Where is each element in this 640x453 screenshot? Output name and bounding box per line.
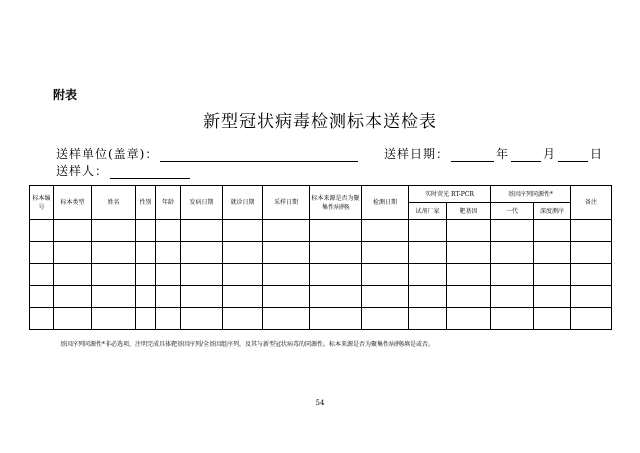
table-cell[interactable] [136, 286, 156, 308]
table-cell[interactable] [571, 242, 612, 264]
page-number: 54 [315, 399, 325, 407]
table-cell[interactable] [136, 220, 156, 242]
table-cell[interactable] [54, 242, 92, 264]
table-cell[interactable] [30, 308, 54, 330]
header-first-generation: 一代 [491, 203, 534, 220]
sending-date-field [384, 145, 603, 162]
sending-unit-input[interactable] [160, 149, 358, 162]
footnote: 基因序列同源性*非必选项，注明完成具体靶基因序列/全基因组序列，及其与新型冠状病毒的同源性。标本来源是否为聚集性病例§填是或否。 [60, 341, 435, 348]
header-test-date: 检测日期 [362, 186, 409, 220]
sending-date-label: 送样日期： [384, 147, 450, 161]
year-label: 年 [496, 147, 510, 161]
table-cell[interactable] [409, 286, 447, 308]
table-cell[interactable] [263, 220, 310, 242]
table-cell[interactable] [491, 220, 534, 242]
table-cell[interactable] [54, 286, 92, 308]
table-row [30, 286, 612, 308]
table-cell[interactable] [534, 242, 571, 264]
table-cell[interactable] [447, 242, 491, 264]
table-cell[interactable] [181, 242, 223, 264]
table-cell[interactable] [409, 242, 447, 264]
table-cell[interactable] [223, 308, 263, 330]
table-cell[interactable] [30, 264, 54, 286]
table-cell[interactable] [156, 264, 181, 286]
table-cell[interactable] [54, 220, 92, 242]
table-cell[interactable] [92, 242, 136, 264]
header-name: 姓名 [92, 186, 136, 220]
table-cell[interactable] [310, 264, 362, 286]
table-cell[interactable] [263, 264, 310, 286]
sender-label: 送样人： [56, 164, 109, 178]
header-visit-date: 就诊日期 [223, 186, 263, 220]
table-cell[interactable] [136, 264, 156, 286]
table-cell[interactable] [263, 286, 310, 308]
table-row [30, 264, 612, 286]
table-cell[interactable] [263, 242, 310, 264]
header-gender: 性别 [136, 186, 156, 220]
table-cell[interactable] [447, 308, 491, 330]
header-sample-type: 标本类型 [54, 186, 92, 220]
table-cell[interactable] [156, 308, 181, 330]
header-deep-sequencing: 深度测序 [534, 203, 571, 220]
table-cell[interactable] [362, 220, 409, 242]
table-cell[interactable] [362, 286, 409, 308]
header-remarks: 备注 [571, 186, 612, 220]
form-title: 新型冠状病毒检测标本送检表 [203, 112, 437, 132]
table-cell[interactable] [491, 242, 534, 264]
table-cell[interactable] [181, 220, 223, 242]
sending-unit-label: 送样单位(盖章)： [56, 147, 159, 161]
day-label: 日 [590, 147, 604, 161]
table-cell[interactable] [156, 242, 181, 264]
table-cell[interactable] [310, 308, 362, 330]
table-cell[interactable] [491, 308, 534, 330]
header-collection-date: 采样日期 [263, 186, 310, 220]
table-cell[interactable] [534, 308, 571, 330]
table-cell[interactable] [362, 264, 409, 286]
month-input[interactable] [511, 149, 541, 162]
table-cell[interactable] [263, 308, 310, 330]
month-label: 月 [543, 147, 557, 161]
header-cluster-source: 标本来源是否为聚集性病例§ [310, 186, 362, 220]
table-cell[interactable] [310, 242, 362, 264]
table-cell[interactable] [447, 264, 491, 286]
table-cell[interactable] [409, 264, 447, 286]
table-cell[interactable] [491, 264, 534, 286]
table-cell[interactable] [362, 242, 409, 264]
table-row [30, 220, 612, 242]
table-cell[interactable] [54, 264, 92, 286]
table-header-row [30, 186, 612, 203]
table-cell[interactable] [491, 286, 534, 308]
header-sample-number: 标本编号 [30, 186, 54, 220]
year-input[interactable] [451, 149, 494, 162]
day-input[interactable] [558, 149, 588, 162]
table-row [30, 308, 612, 330]
table-cell[interactable] [92, 220, 136, 242]
table-cell[interactable] [92, 286, 136, 308]
header-age: 年龄 [156, 186, 181, 220]
table-cell[interactable] [571, 264, 612, 286]
table-cell[interactable] [92, 264, 136, 286]
table-cell[interactable] [534, 286, 571, 308]
table-cell[interactable] [571, 308, 612, 330]
table-cell[interactable] [156, 286, 181, 308]
appendix-heading: 附表 [53, 88, 78, 102]
table-cell[interactable] [92, 308, 136, 330]
table-cell[interactable] [223, 220, 263, 242]
sending-unit-field [56, 145, 360, 162]
table-row [30, 242, 612, 264]
table-cell[interactable] [310, 220, 362, 242]
header-rtpcr: 实时荧光 RT-PCR [409, 186, 491, 203]
table-cell[interactable] [136, 242, 156, 264]
table-cell[interactable] [447, 286, 491, 308]
table-cell[interactable] [181, 264, 223, 286]
table-cell[interactable] [30, 220, 54, 242]
table-cell[interactable] [362, 308, 409, 330]
table-cell[interactable] [30, 286, 54, 308]
table-cell[interactable] [54, 308, 92, 330]
table-cell[interactable] [310, 286, 362, 308]
table-cell[interactable] [223, 242, 263, 264]
table-cell[interactable] [223, 286, 263, 308]
table-cell[interactable] [571, 286, 612, 308]
table-cell[interactable] [534, 264, 571, 286]
header-reagent-maker: 试剂厂家 [409, 203, 447, 220]
table-cell[interactable] [223, 264, 263, 286]
table-cell[interactable] [571, 220, 612, 242]
header-sequence-homology: 基因序列同源性* [491, 186, 571, 203]
sender-input[interactable] [110, 166, 190, 179]
table-cell[interactable] [136, 308, 156, 330]
table-cell[interactable] [534, 220, 571, 242]
header-onset-date: 发病日期 [181, 186, 223, 220]
table-cell[interactable] [447, 220, 491, 242]
sender-field [56, 162, 192, 179]
table-cell[interactable] [409, 308, 447, 330]
header-target-gene: 靶基因 [447, 203, 491, 220]
table-cell[interactable] [156, 220, 181, 242]
table-cell[interactable] [30, 242, 54, 264]
table-cell[interactable] [409, 220, 447, 242]
table-cell[interactable] [181, 286, 223, 308]
table-cell[interactable] [181, 308, 223, 330]
specimen-table [29, 185, 612, 330]
